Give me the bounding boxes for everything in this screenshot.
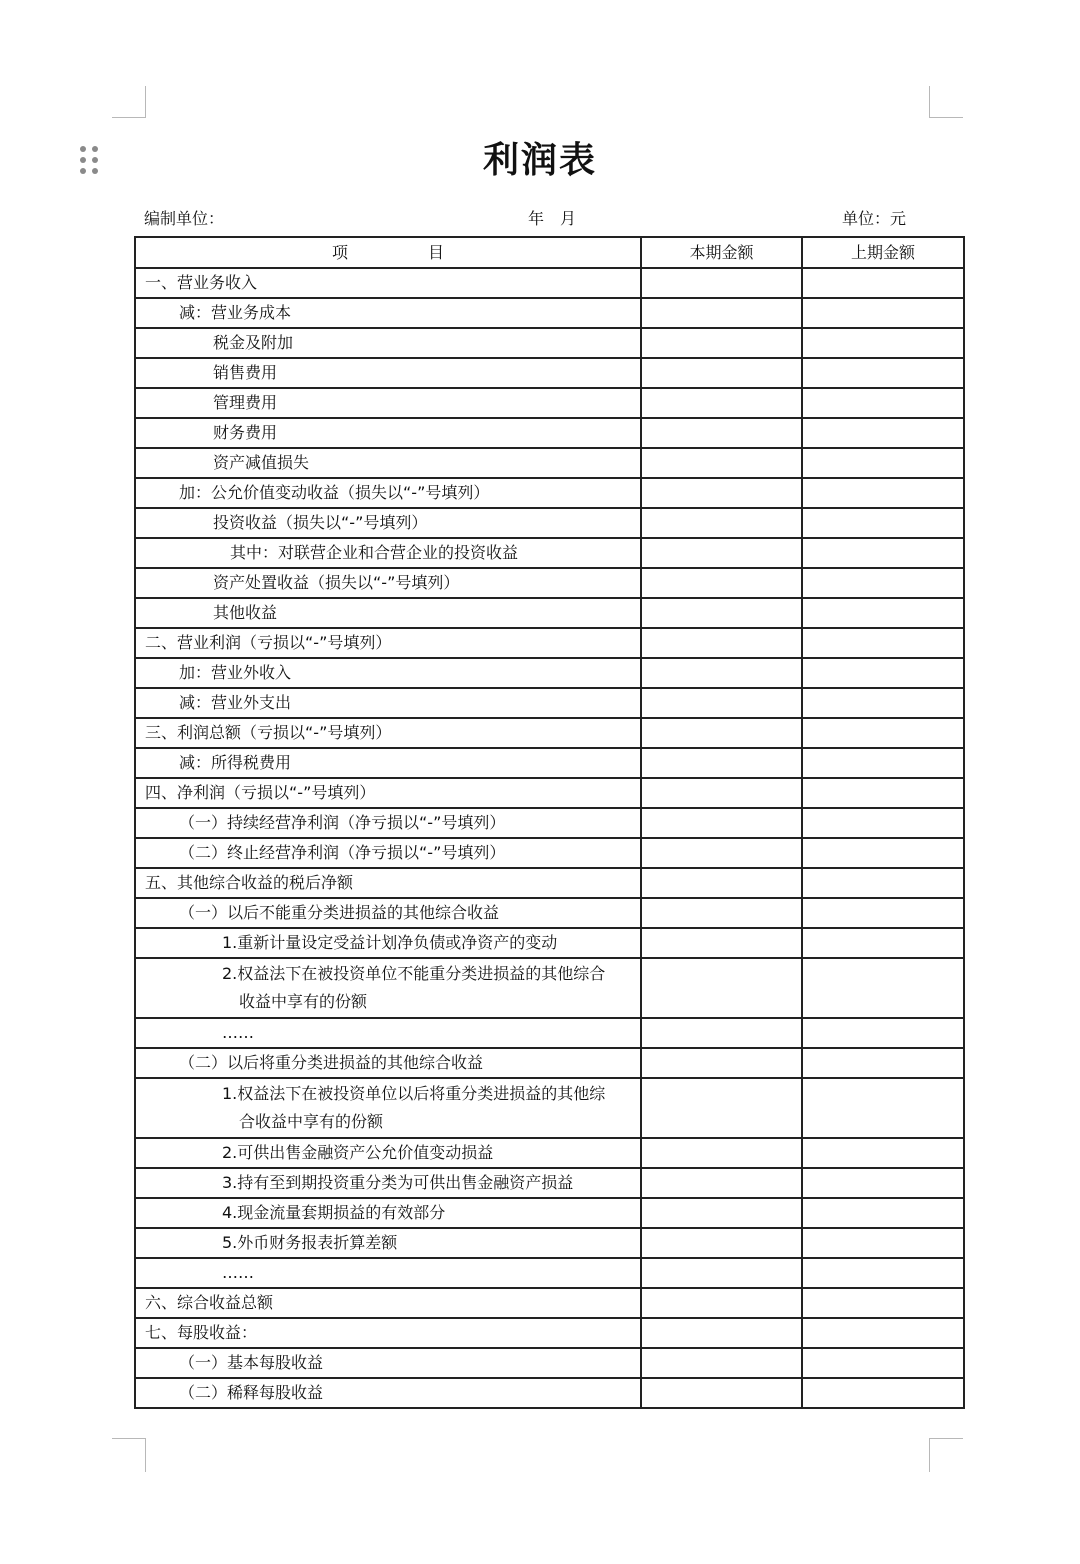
item-label-line-continued: 合收益中享有的份额	[239, 1112, 384, 1131]
item-label	[136, 1019, 640, 1047]
item-label-cell	[135, 748, 641, 778]
item-label	[136, 749, 640, 777]
item-label	[136, 629, 640, 657]
item-label-line: 三、利润总额（亏损以“-”号填列）	[145, 723, 392, 742]
current-period-amount-cell[interactable]	[641, 448, 802, 478]
item-label	[136, 869, 640, 897]
prior-period-amount-cell[interactable]	[802, 868, 964, 898]
item-label	[136, 839, 640, 867]
item-label-cell	[135, 1378, 641, 1408]
item-label-line: 管理费用	[213, 393, 278, 412]
current-period-amount-cell[interactable]	[641, 778, 802, 808]
prior-period-amount-cell[interactable]	[802, 1078, 964, 1138]
prior-period-amount-cell[interactable]	[802, 268, 964, 298]
item-label-cell	[135, 1288, 641, 1318]
table-row	[135, 418, 964, 448]
item-label-cell	[135, 538, 641, 568]
item-label	[136, 1229, 640, 1257]
prior-period-amount-cell[interactable]	[802, 1018, 964, 1048]
item-label-cell	[135, 598, 641, 628]
item-label-line: 财务费用	[213, 423, 278, 442]
item-label	[136, 329, 640, 357]
current-period-amount-cell[interactable]	[641, 898, 802, 928]
item-label-cell	[135, 1168, 641, 1198]
table-body	[135, 268, 964, 1408]
prior-period-amount-cell[interactable]	[802, 718, 964, 748]
item-label-line: （一）以后不能重分类进损益的其他综合收益	[179, 903, 500, 922]
item-label-line: 销售费用	[213, 363, 278, 382]
table-row	[135, 508, 964, 538]
item-label-line: 减：营业务成本	[179, 303, 292, 322]
item-label-cell	[135, 1318, 641, 1348]
item-label-line-continued: 收益中享有的份额	[239, 992, 368, 1011]
table-row	[135, 298, 964, 328]
table-row	[135, 1348, 964, 1378]
current-period-amount-cell[interactable]	[641, 358, 802, 388]
current-period-amount-cell[interactable]	[641, 718, 802, 748]
item-label-line: ……	[222, 1263, 254, 1282]
item-label	[136, 1199, 640, 1227]
item-label-cell	[135, 268, 641, 298]
current-period-amount-cell[interactable]	[641, 748, 802, 778]
table-row	[135, 1318, 964, 1348]
current-period-amount-cell[interactable]	[641, 598, 802, 628]
crop-mark-bottom-right-v	[929, 1438, 930, 1472]
item-label	[136, 1169, 640, 1197]
prior-period-amount-cell[interactable]	[802, 1048, 964, 1078]
item-label-cell	[135, 928, 641, 958]
current-period-amount-cell[interactable]	[641, 1348, 802, 1378]
prior-period-amount-cell[interactable]	[802, 778, 964, 808]
item-label	[136, 269, 640, 297]
table-row	[135, 1228, 964, 1258]
prior-period-amount-cell[interactable]	[802, 538, 964, 568]
item-label-line: （二）以后将重分类进损益的其他综合收益	[179, 1053, 484, 1072]
prior-period-amount-cell[interactable]	[802, 478, 964, 508]
item-label-line: （一）基本每股收益	[179, 1353, 324, 1372]
crop-mark-bottom-left-h	[112, 1438, 146, 1439]
crop-mark-bottom-left-v	[145, 1438, 146, 1472]
prior-period-amount-cell[interactable]	[802, 1288, 964, 1318]
item-label-line: 四、净利润（亏损以“-”号填列）	[145, 783, 376, 802]
current-period-amount-cell[interactable]	[641, 268, 802, 298]
current-period-amount-cell[interactable]	[641, 568, 802, 598]
item-label-cell	[135, 328, 641, 358]
item-label-line: 税金及附加	[213, 333, 294, 352]
table-row	[135, 598, 964, 628]
item-label-cell	[135, 418, 641, 448]
item-label-line: （二）稀释每股收益	[179, 1383, 324, 1402]
item-label-line: 五、其他综合收益的税后净额	[145, 873, 354, 892]
table-row	[135, 1168, 964, 1198]
table-row	[135, 478, 964, 508]
item-label-cell	[135, 898, 641, 928]
crop-mark-top-left-v	[145, 86, 146, 118]
item-label-line: 加：营业外收入	[179, 663, 292, 682]
item-label-line: （一）持续经营净利润（净亏损以“-”号填列）	[179, 813, 506, 832]
prior-period-amount-cell[interactable]	[802, 808, 964, 838]
item-label-line: 七、每股收益：	[145, 1323, 258, 1342]
table-row	[135, 1198, 964, 1228]
item-label-line: 2.权益法下在被投资单位不能重分类进损益的其他综合	[222, 964, 606, 983]
table-row	[135, 748, 964, 778]
table-row	[135, 898, 964, 928]
preparer-unit-label: 编制单位：	[144, 209, 225, 228]
table-row	[135, 268, 964, 298]
prior-period-amount-cell[interactable]	[802, 1168, 964, 1198]
prior-period-amount-cell[interactable]	[802, 1138, 964, 1168]
table-row	[135, 838, 964, 868]
current-period-amount-cell[interactable]	[641, 538, 802, 568]
crop-mark-top-right-h	[929, 117, 963, 118]
current-period-amount-cell[interactable]	[641, 1018, 802, 1048]
item-label	[136, 569, 640, 597]
item-label-line: 5.外币财务报表折算差额	[222, 1233, 398, 1252]
item-label	[136, 359, 640, 387]
item-label	[136, 449, 640, 477]
item-label	[136, 509, 640, 537]
item-label-cell	[135, 1348, 641, 1378]
item-label	[136, 1379, 640, 1407]
current-period-amount-cell[interactable]	[641, 388, 802, 418]
item-label-cell	[135, 778, 641, 808]
item-label	[136, 719, 640, 747]
prior-period-amount-cell[interactable]	[802, 658, 964, 688]
prior-period-amount-cell[interactable]	[802, 628, 964, 658]
current-period-amount-cell[interactable]	[641, 1228, 802, 1258]
item-label-cell	[135, 628, 641, 658]
current-period-amount-cell[interactable]	[641, 868, 802, 898]
table-row	[135, 328, 964, 358]
current-period-amount-cell[interactable]	[641, 958, 802, 1018]
table-row	[135, 1258, 964, 1288]
item-label-cell	[135, 388, 641, 418]
item-label-line: 投资收益（损失以“-”号填列）	[213, 513, 428, 532]
item-label	[136, 419, 640, 447]
item-label	[136, 299, 640, 327]
income-statement-table	[134, 236, 965, 1409]
prior-period-amount-cell[interactable]	[802, 598, 964, 628]
item-label-cell	[135, 478, 641, 508]
item-label	[136, 1080, 640, 1136]
current-period-amount-cell[interactable]	[641, 628, 802, 658]
item-label-line: 六、综合收益总额	[145, 1293, 274, 1312]
currency-unit-label: 单位：元	[842, 209, 907, 228]
table-row	[135, 1018, 964, 1048]
item-label-cell	[135, 1018, 641, 1048]
table-row	[135, 1048, 964, 1078]
current-period-amount-cell[interactable]	[641, 298, 802, 328]
table-row	[135, 1138, 964, 1168]
current-period-amount-cell[interactable]	[641, 928, 802, 958]
item-label-cell	[135, 1198, 641, 1228]
table-row	[135, 538, 964, 568]
period-date-label: 年 月	[528, 209, 577, 228]
item-label	[136, 1139, 640, 1167]
item-label-cell	[135, 958, 641, 1018]
item-label-cell	[135, 448, 641, 478]
table-row	[135, 388, 964, 418]
item-label-line: 2.可供出售金融资产公允价值变动损益	[222, 1143, 494, 1162]
item-label-line: 其他收益	[213, 603, 278, 622]
prior-period-amount-cell[interactable]	[802, 1228, 964, 1258]
item-label-cell	[135, 568, 641, 598]
table-row	[135, 928, 964, 958]
current-period-amount-cell[interactable]	[641, 1258, 802, 1288]
table-row	[135, 1288, 964, 1318]
current-period-amount-cell[interactable]	[641, 1198, 802, 1228]
table-row	[135, 718, 964, 748]
prior-period-amount-cell[interactable]	[802, 748, 964, 778]
table-row	[135, 1378, 964, 1408]
item-label	[136, 1349, 640, 1377]
document-title: 利润表	[482, 140, 597, 181]
current-period-amount-cell[interactable]	[641, 1138, 802, 1168]
item-label	[136, 1259, 640, 1287]
prior-period-amount-cell[interactable]	[802, 388, 964, 418]
item-label-line: （二）终止经营净利润（净亏损以“-”号填列）	[179, 843, 506, 862]
crop-mark-top-left-h	[112, 117, 146, 118]
item-label-cell	[135, 838, 641, 868]
current-period-amount-cell[interactable]	[641, 1378, 802, 1408]
item-label-line: 4.现金流量套期损益的有效部分	[222, 1203, 446, 1222]
prior-period-amount-cell[interactable]	[802, 1378, 964, 1408]
item-label	[136, 689, 640, 717]
item-label	[136, 960, 640, 1016]
current-period-amount-cell[interactable]	[641, 1168, 802, 1198]
prior-period-amount-cell[interactable]	[802, 298, 964, 328]
item-label	[136, 479, 640, 507]
prior-period-amount-cell[interactable]	[802, 1258, 964, 1288]
item-label-cell	[135, 1258, 641, 1288]
item-label	[136, 1049, 640, 1077]
current-period-amount-cell[interactable]	[641, 658, 802, 688]
table-row	[135, 628, 964, 658]
table-row	[135, 358, 964, 388]
item-label	[136, 809, 640, 837]
item-label	[136, 599, 640, 627]
current-period-amount-cell[interactable]	[641, 478, 802, 508]
item-label-line: 减：所得税费用	[179, 753, 292, 772]
item-label-line: 减：营业外支出	[179, 693, 292, 712]
item-label-cell	[135, 688, 641, 718]
item-label-line: 二、营业利润（亏损以“-”号填列）	[145, 633, 392, 652]
crop-mark-bottom-right-h	[929, 1438, 963, 1439]
item-label	[136, 659, 640, 687]
item-label	[136, 539, 640, 567]
current-period-amount-cell[interactable]	[641, 418, 802, 448]
prior-period-amount-cell[interactable]	[802, 358, 964, 388]
current-period-amount-cell[interactable]	[641, 688, 802, 718]
crop-mark-top-right-v	[929, 86, 930, 118]
column-header-current-period: 本期金额	[641, 237, 802, 268]
prior-period-amount-cell[interactable]	[802, 328, 964, 358]
current-period-amount-cell[interactable]	[641, 1288, 802, 1318]
table-row	[135, 1078, 964, 1138]
column-header-item: 项 目	[135, 237, 641, 268]
item-label	[136, 779, 640, 807]
current-period-amount-cell[interactable]	[641, 838, 802, 868]
table-row	[135, 688, 964, 718]
item-label-cell	[135, 718, 641, 748]
prior-period-amount-cell[interactable]	[802, 568, 964, 598]
item-label-line: 1.重新计量设定受益计划净负债或净资产的变动	[222, 933, 558, 952]
item-label	[136, 899, 640, 927]
current-period-amount-cell[interactable]	[641, 508, 802, 538]
prior-period-amount-cell[interactable]	[802, 1348, 964, 1378]
column-header-prior-period: 上期金额	[802, 237, 964, 268]
item-label	[136, 929, 640, 957]
prior-period-amount-cell[interactable]	[802, 1318, 964, 1348]
item-label	[136, 1319, 640, 1347]
item-label-line: 一、营业务收入	[145, 273, 258, 292]
item-label	[136, 1289, 640, 1317]
item-label-cell	[135, 298, 641, 328]
prior-period-amount-cell[interactable]	[802, 448, 964, 478]
prior-period-amount-cell[interactable]	[802, 418, 964, 448]
item-label-cell	[135, 1138, 641, 1168]
table-row	[135, 568, 964, 598]
prior-period-amount-cell[interactable]	[802, 688, 964, 718]
table-row	[135, 778, 964, 808]
current-period-amount-cell[interactable]	[641, 328, 802, 358]
item-label-cell	[135, 1048, 641, 1078]
current-period-amount-cell[interactable]	[641, 808, 802, 838]
item-label-cell	[135, 1078, 641, 1138]
prior-period-amount-cell[interactable]	[802, 838, 964, 868]
prior-period-amount-cell[interactable]	[802, 958, 964, 1018]
table-row	[135, 808, 964, 838]
current-period-amount-cell[interactable]	[641, 1318, 802, 1348]
item-label-line: ……	[222, 1023, 254, 1042]
item-label	[136, 389, 640, 417]
item-label-line: 1.权益法下在被投资单位以后将重分类进损益的其他综	[222, 1084, 606, 1103]
item-label-line: 加：公允价值变动收益（损失以“-”号填列）	[179, 483, 490, 502]
table-row	[135, 958, 964, 1018]
item-label-line: 资产减值损失	[213, 453, 310, 472]
item-label-line: 其中：对联营企业和合营企业的投资收益	[230, 543, 519, 562]
prior-period-amount-cell[interactable]	[802, 898, 964, 928]
prior-period-amount-cell[interactable]	[802, 508, 964, 538]
table-row	[135, 448, 964, 478]
item-label-cell	[135, 658, 641, 688]
item-label-cell	[135, 358, 641, 388]
prior-period-amount-cell[interactable]	[802, 1198, 964, 1228]
current-period-amount-cell[interactable]	[641, 1078, 802, 1138]
current-period-amount-cell[interactable]	[641, 1048, 802, 1078]
item-label-cell	[135, 508, 641, 538]
item-label-line: 资产处置收益（损失以“-”号填列）	[213, 573, 460, 592]
item-label-line: 3.持有至到期投资重分类为可供出售金融资产损益	[222, 1173, 574, 1192]
item-label-cell	[135, 808, 641, 838]
table-row	[135, 658, 964, 688]
prior-period-amount-cell[interactable]	[802, 928, 964, 958]
table-row	[135, 868, 964, 898]
item-label-cell	[135, 1228, 641, 1258]
table-header-row	[135, 237, 964, 268]
item-label-cell	[135, 868, 641, 898]
